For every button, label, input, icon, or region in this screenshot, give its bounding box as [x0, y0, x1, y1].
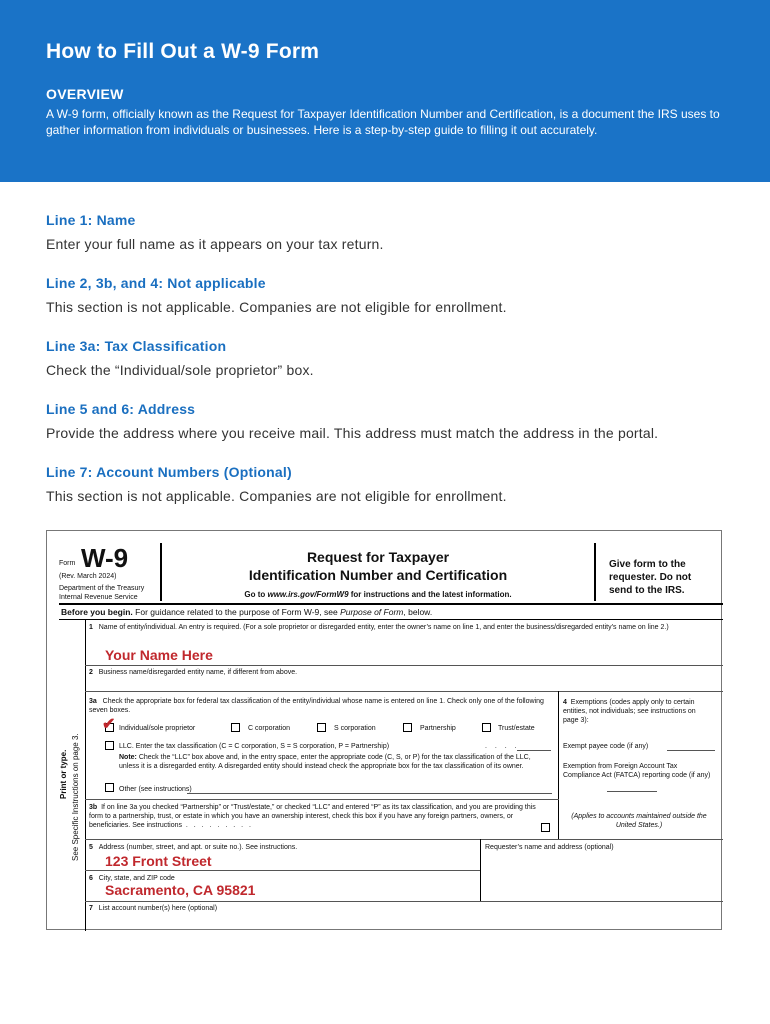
- llc-dots: . . . .: [485, 743, 520, 750]
- step-line-1: [46, 212, 736, 275]
- checkbox-s-corp[interactable]: [317, 723, 326, 732]
- line-2-label: 2 Business name/disregarded entity name, if different from above.: [89, 669, 298, 676]
- step-title: Line 3a: Tax Classification: [46, 338, 227, 354]
- line-6-label: 6 City, state, and ZIP code: [89, 875, 175, 882]
- classification-partnership: Partnership: [420, 725, 456, 732]
- step-title: Line 2, 3b, and 4: Not applicable: [46, 275, 266, 291]
- line-3b-label: 3b If on line 3a you checked “Partnership” or “Trust/estate,” or checked “LLC” and entered “P” as its tax classification, and you are providing this form to a partnership, trust, or estate in which you have an ownership interest, check this box if you have any foreign partners, owners, or beneficiaries. See instructions . . . . . . . . .: [89, 804, 536, 829]
- classification-c-corp: C corporation: [248, 725, 291, 732]
- step-line-7: [46, 464, 736, 527]
- form-irs: Internal Revenue Service: [59, 594, 138, 601]
- checkbox-trust[interactable]: [482, 723, 491, 732]
- classification-individual: Individual/sole proprietor: [119, 725, 196, 732]
- line-1-value: Your Name Here: [105, 647, 213, 663]
- line-5-label: 5 Address (number, street, and apt. or suite no.). See instructions.: [89, 844, 298, 851]
- form-dept: Department of the Treasury: [59, 585, 145, 592]
- other-label: Other (see instructions): [119, 786, 192, 793]
- line-1-label: 1 Name of entity/individual. An entry is required. (For a sole proprietor or disregarded entity, enter the owner’s name on line 1, and enter the business/disregarded entity’s name on line 2.): [89, 624, 669, 631]
- checkbox-c-corp[interactable]: [231, 723, 240, 732]
- step-text: Check the “Individual/sole proprietor” box.: [46, 362, 314, 378]
- step-line-2: [46, 275, 736, 338]
- line-7-label: 7 List account number(s) here (optional): [89, 905, 218, 912]
- overview-text: A W-9 form, officially known as the Request for Taxpayer Identification Number and Certification, is a document the IRS uses to gather information from individuals or businesses. Here is a step-by-step guide to filling it out accurately.: [46, 107, 720, 137]
- overview-heading: OVERVIEW: [46, 86, 124, 102]
- steps-list: [46, 212, 736, 527]
- step-title: Line 5 and 6: Address: [46, 401, 196, 417]
- line-3a-label: 3a Check the appropriate box for federal tax classification of the entity/individual whose name is entered on line 1. Check only one of the following seven boxes.: [89, 698, 544, 714]
- w9-form-image: [46, 530, 722, 930]
- form-rev: (Rev. March 2024): [59, 573, 117, 580]
- step-line-3a: [46, 338, 736, 401]
- before-you-begin: Before you begin. For guidance related to the purpose of Form W-9, see Purpose of Form, below.: [61, 607, 433, 617]
- step-line-5: [46, 401, 736, 464]
- classification-s-corp: S corporation: [334, 725, 376, 732]
- llc-label: LLC. Enter the tax classification (C = C corporation, S = S corporation, P = Partnership): [119, 743, 390, 750]
- line-6-value: Sacramento, CA 95821: [105, 882, 256, 898]
- page-title: How to Fill Out a W-9 Form: [46, 40, 320, 63]
- step-text: This section is not applicable. Companies are not eligible for enrollment.: [46, 299, 507, 315]
- line-4-label: 4 Exemptions (codes apply only to certain entities, not individuals; see instructions on page 3):: [563, 699, 696, 724]
- exempt-payee-label: Exempt payee code (if any): [563, 743, 649, 750]
- form-goto: Go to www.irs.gov/FormW9 for instructions and the latest information.: [244, 590, 512, 599]
- fatca-label: Exemption from Foreign Account Tax Compliance Act (FATCA) reporting code (if any): [563, 763, 711, 779]
- step-title: Line 7: Account Numbers (Optional): [46, 464, 292, 480]
- checkbox-other[interactable]: [105, 783, 114, 792]
- check-mark-icon: ✔: [102, 716, 116, 733]
- checkbox-3b[interactable]: [541, 823, 550, 832]
- header-banner: [0, 0, 770, 182]
- form-title: Request for Taxpayer Identification Number and Certification: [248, 549, 508, 583]
- classification-trust: Trust/estate: [498, 725, 535, 732]
- step-text: This section is not applicable. Companies are not eligible for enrollment.: [46, 488, 507, 504]
- form-word: Form: [59, 560, 76, 567]
- step-text: Provide the address where you receive mail. This address must match the address in the portal.: [46, 425, 659, 441]
- llc-note: Note: Check the “LLC” box above and, in the entry space, enter the appropriate code (C, S, or P) for the tax classification of the LLC, unless it is a disregarded entity. A disregarded entity should instead check the appropriate box for the tax classification of its owner.: [119, 754, 531, 770]
- step-text: Enter your full name as it appears on your tax return.: [46, 236, 384, 252]
- line-5-value: 123 Front Street: [105, 853, 212, 869]
- step-title: Line 1: Name: [46, 212, 136, 228]
- give-form-note: Give form to the requester. Do not send to the IRS.: [609, 559, 692, 596]
- fatca-note: (Applies to accounts maintained outside the United States.): [571, 813, 707, 829]
- checkbox-partnership[interactable]: [403, 723, 412, 732]
- print-or-type: Print or type.: [59, 749, 68, 799]
- form-id: W-9: [81, 543, 129, 573]
- specific-instructions: See Specific Instructions on page 3.: [71, 733, 80, 861]
- checkbox-llc[interactable]: [105, 741, 114, 750]
- requester-label: Requester’s name and address (optional): [485, 844, 614, 851]
